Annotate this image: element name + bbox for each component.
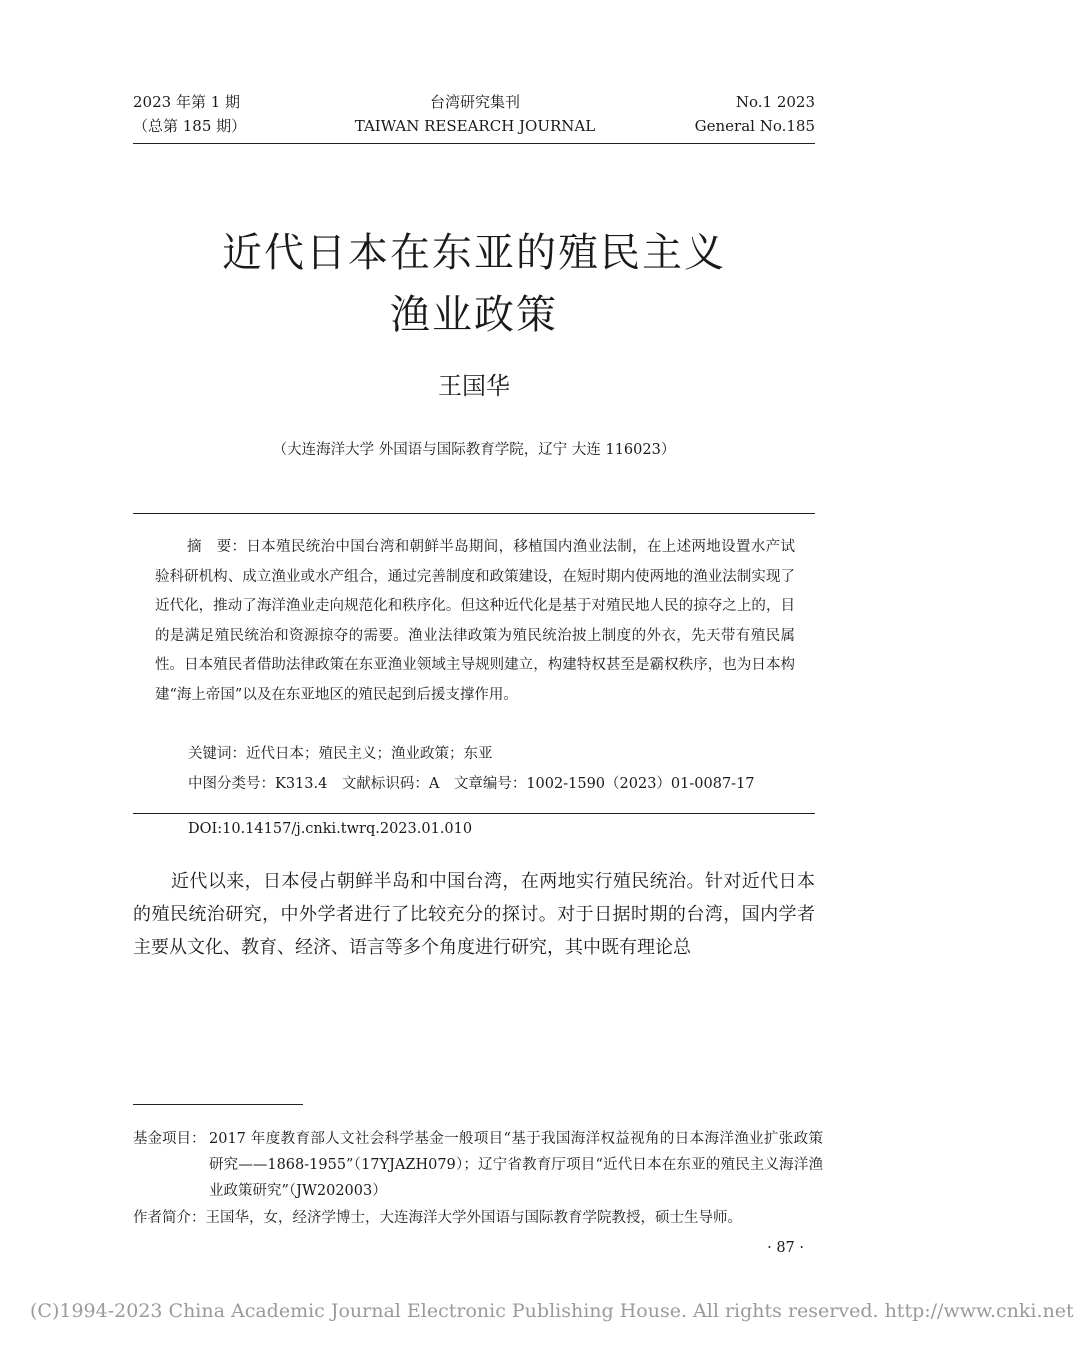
article-title — [133, 222, 815, 346]
author-affiliation: （大连海洋大学 外国语与国际教育学院，辽宁 大连 116023） — [272, 442, 676, 458]
abstract-text: 摘 要：日本殖民统治中国台湾和朝鲜半岛期间，移植国内渔业法制，在上述两地设置水产试验科研机构、成立渔业或水产组合，通过完善制度和政策建设，在短时期内使两地的渔业法制实现了近代化，推动了海洋渔业走向规范化和秩序化。但这种近代化是基于对殖民地人民的掠夺之上的，目的是满足殖民统治和资源掠夺的需要。渔业法律政策为殖民统治披上制度的外衣，先天带有殖民属性。日本殖民者借助法律政策在东亚渔业领域主导规则建立，构建特权甚至是霸权秩序，也为日本构建“海上帝国”以及在东亚地区的殖民起到后援支撑作用。 — [155, 539, 795, 703]
keywords: 关键词：近代日本；殖民主义；渔业政策；东亚 — [188, 746, 493, 762]
issue-en: No.1 2023 — [735, 93, 815, 111]
footnote-rule — [133, 1104, 303, 1105]
abstract-bottom-rule — [133, 813, 815, 814]
title-line-2: 渔业政策 — [390, 292, 558, 338]
header-right — [695, 90, 815, 138]
page-number: · 87 · — [767, 1240, 804, 1256]
header-left — [133, 90, 246, 138]
header-divider — [133, 143, 815, 144]
doi: DOI:10.14157/j.cnki.twrq.2023.01.010 — [188, 821, 473, 837]
classification-codes: 中图分类号：K313.4 文献标识码：A 文章编号：1002-1590（2023）01-0087-17 — [188, 776, 755, 792]
abstract-block — [155, 533, 795, 710]
fund-footnote — [133, 1126, 823, 1204]
fund-label: 基金项目： — [133, 1131, 206, 1147]
title-line-1: 近代日本在东亚的殖民主义 — [222, 230, 726, 276]
copyright-footer: (C)1994-2023 China Academic Journal Electronic Publishing House. All rights reserved. http://www.cnki.net — [30, 1300, 1074, 1322]
abstract-top-rule — [133, 513, 815, 514]
total-issue-cn: （总第 185 期） — [133, 117, 247, 135]
journal-name-en: TAIWAN RESEARCH JOURNAL — [354, 117, 596, 135]
issue-cn: 2023 年第 1 期 — [133, 93, 241, 111]
author-name: 王国华 — [438, 372, 510, 400]
journal-name-cn: 台湾研究集刊 — [429, 93, 520, 111]
fund-text: 2017 年度教育部人文社会科学基金一般项目“基于我国海洋权益视角的日本海洋渔业扩张政策研究——1868-1955”（17YJAZH079）；辽宁省教育厅项目“近代日本在东亚的殖民主义海洋渔业政策研究”（JW202003） — [209, 1131, 823, 1199]
total-issue-en: General No.185 — [694, 117, 815, 135]
header-center — [300, 90, 650, 138]
body-paragraph: 近代以来，日本侵占朝鲜半岛和中国台湾，在两地实行殖民统治。针对近代日本的殖民统治研究，中外学者进行了比较充分的探讨。对于日据时期的台湾，国内学者主要从文化、教育、经济、语言等多个角度进行研究，其中既有理论总 — [133, 871, 815, 958]
author-info: 作者简介：王国华，女，经济学博士，大连海洋大学外国语与国际教育学院教授，硕士生导师。 — [133, 1210, 742, 1226]
